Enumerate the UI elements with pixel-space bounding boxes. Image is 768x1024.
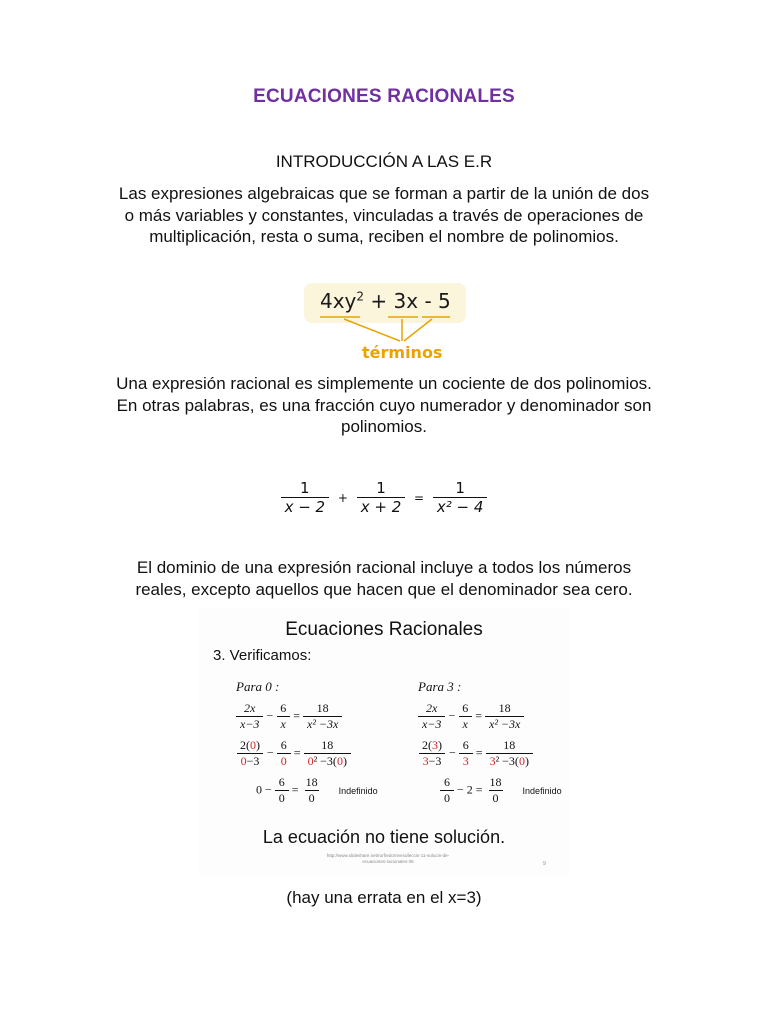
rational-definition-paragraph: Una expresión racional es simplemente un cociente de dos polinomios. En otras palabras, es una fracción cuyo numerador y denominador son polinomios. [116, 374, 652, 436]
check-x3-column: Para 3 : $\frac{2x}{x-3}$ − $\frac{6}{x}$ = $\frac{18}{\text{x² −3x}}$ $\frac{2(3)}{3-3}$ − $\frac{6}{3}$ = $\frac{18}{\text{3² −3(0)}}$ $\frac{6}{0}$ − 2 = $\frac{18}{0}$ Indefinido [418, 679, 562, 805]
slide-conclusion: La ecuación no tiene solución. [262, 827, 506, 847]
check-x0-column: Para 0 : $\frac{2x}{x-3}$ − $\frac{6}{x}$ = $\frac{18}{\text{x² −3x}}$ $\frac{2(0)}{0-3}$ − $\frac{6}{0}$ = $\frac{18}{\text{0² −3(0)}}$ 0 − $\frac{6}{0}$ = $\frac{18}{0}$ Indefinido [236, 679, 378, 805]
term-pointer-lines [304, 283, 466, 343]
embedded-slide-image [198, 607, 570, 875]
equation-row: $\frac{2x}{x-3}$ − $\frac{6}{x}$ = $\frac{18}{\text{x² −3x}}$ [236, 701, 378, 732]
domain-paragraph: El dominio de una expresión racional incluye a todos los números reales, excepto aquellos que hacen que el denominador sea cero. [135, 558, 633, 599]
fraction-2: $\frac{1}{x + 2}$ [357, 479, 406, 516]
slide-page-number: 9 [543, 861, 546, 867]
substitution-row: $\frac{2(3)}{3-3}$ − $\frac{6}{3}$ = $\frac{18}{\text{3² −3(0)}}$ [418, 738, 562, 769]
terms-label: términos [362, 343, 443, 362]
slide-step: 3. Verificamos: [213, 647, 312, 664]
undefined-label: Indefinido [522, 785, 562, 796]
result-row: $\frac{6}{0}$ − 2 = $\frac{18}{0}$ Indefinido [440, 775, 562, 806]
page-title: ECUACIONES RACIONALES [253, 86, 515, 107]
section-heading: INTRODUCCIÓN A LAS E.R [275, 152, 493, 171]
result-row: 0 − $\frac{6}{0}$ = $\frac{18}{0}$ Indefinido [256, 775, 378, 805]
rational-equation-example: $\frac{1}{x - 2}$ + $\frac{1}{x + 2}$ = $\frac{1}{\text{x² − 4}}$ [0, 479, 768, 516]
substitution-row: $\frac{2(0)}{0-3}$ − $\frac{6}{0}$ = $\frac{18}{\text{0² −3(0)}}$ [236, 738, 378, 769]
polynomial-expression: $4xy^2 + 3x - 5$ [320, 289, 451, 313]
undefined-label: Indefinido [338, 785, 378, 796]
intro-paragraph: Las expresiones algebraicas que se forman a partir de la unión de dos o más variables y constantes, vinculadas a través de operaciones de multiplicación, resta o suma, reciben el nombre de polinomios. [118, 184, 650, 246]
equation-row: $\frac{2x}{x-3}$ − $\frac{6}{x}$ = $\frac{18}{\text{x² −3x}}$ [418, 701, 562, 732]
fraction-1: $\frac{1}{x - 2}$ [281, 479, 330, 516]
slide-title: Ecuaciones Racionales [285, 619, 483, 640]
polynomial-terms-figure [304, 283, 466, 363]
errata-note: (hay una errata en el x=3) [286, 888, 482, 907]
slide-source-url: http://www.slideshare.net/rurfredorrivera/leccin-11-solucin-de-ecuaciones-racionales-35 [326, 853, 450, 864]
fraction-3: $\frac{1}{\text{x² − 4}}$ [433, 479, 488, 516]
